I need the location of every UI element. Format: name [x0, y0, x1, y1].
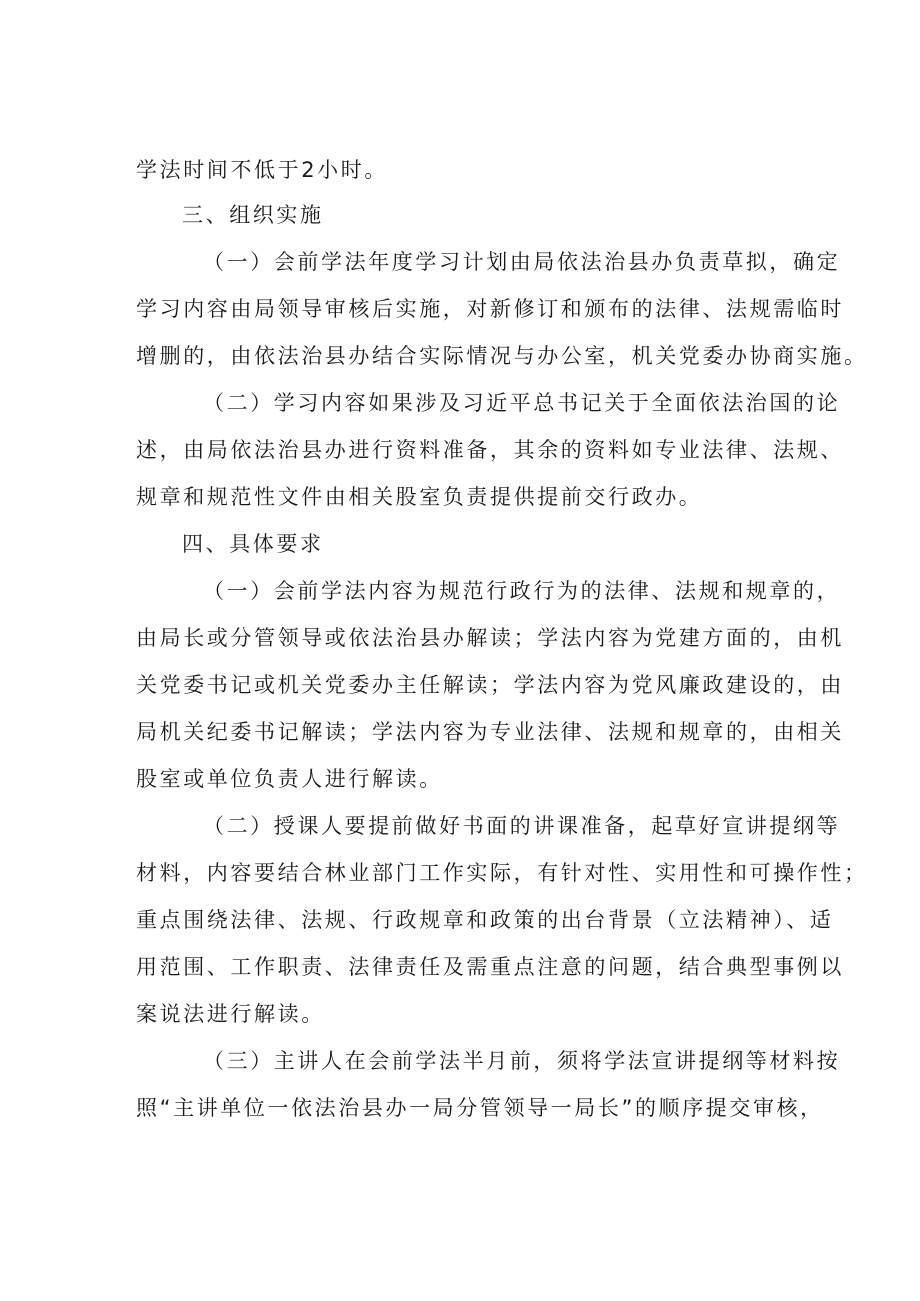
text-line: 述，由局依法治县办进行资料准备，其余的资料如专业法律、法规、 — [136, 438, 844, 462]
text-line: （一）会前学法年度学习计划由局依法治县办负责草拟，确定 — [203, 250, 841, 274]
text-line: 关党委书记或机关党委办主任解读；学法内容为党风廉政建设的，由 — [136, 673, 844, 697]
text-line: 增删的，由依法治县办结合实际情况与办公室，机关党委办协商实施。 — [136, 344, 868, 368]
text-line: 重点围绕法律、法规、行政规章和政策的出台背景（立法精神）、适 — [136, 908, 834, 932]
text-line: 学习内容由局领导审核后实施，对新修订和颁布的法律、法规需临时 — [136, 297, 844, 321]
text-line: 材料，内容要结合林业部门工作实际，有针对性、实用性和可操作性； — [136, 861, 868, 885]
text-line: （三）主讲人在会前学法半月前，须将学法宣讲提纲等材料按 — [203, 1049, 841, 1073]
text-line: 照“主讲单位一依法治县办一局分管领导一局长”的顺序提交审核， — [136, 1096, 824, 1120]
text-line: 局机关纪委书记解读；学法内容为专业法律、法规和规章的，由相关 — [136, 720, 844, 744]
text-line: 用范围、工作职责、法律责任及需重点注意的问题，结合典型事例以 — [136, 955, 844, 979]
text-line: 股室或单位负责人进行解读。 — [136, 767, 443, 791]
text-line: （二）学习内容如果涉及习近平总书记关于全面依法治国的论 — [203, 391, 841, 415]
section-heading-organization: 三、组织实施 — [182, 203, 324, 227]
text-line: 规章和规范性文件由相关股室负责提供提前交行政办。 — [136, 485, 703, 509]
text-line: （二）授课人要提前做好书面的讲课准备，起草好宣讲提纲等 — [203, 814, 841, 838]
text-line: 案说法进行解读。 — [136, 1002, 325, 1026]
text-line: 学法时间不低于2小时。 — [136, 158, 388, 182]
text-line: （一）会前学法内容为规范行政行为的法律、法规和规章的， — [203, 579, 841, 603]
section-heading-requirements: 四、具体要求 — [182, 532, 324, 556]
text-line: 由局长或分管领导或依法治县办解读；学法内容为党建方面的，由机 — [136, 626, 844, 650]
